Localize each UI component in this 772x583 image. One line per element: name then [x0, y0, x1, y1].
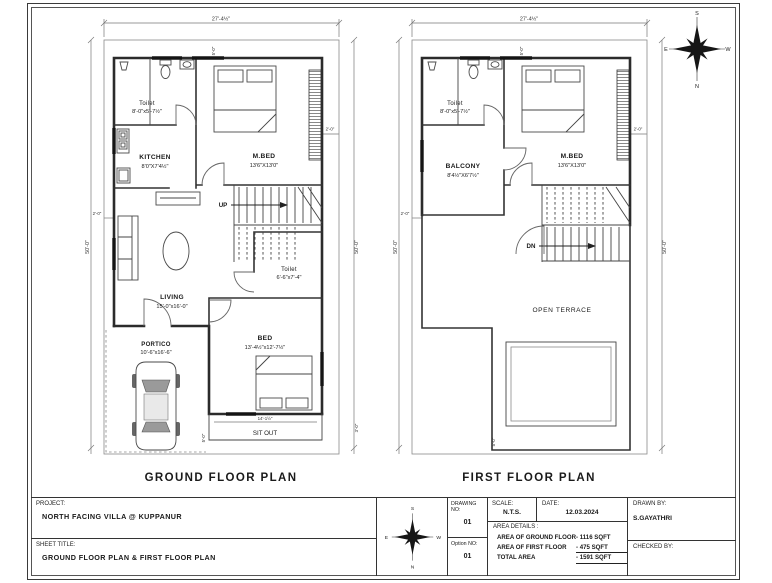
gf-stairs — [219, 185, 322, 262]
compass-e: E — [384, 535, 388, 541]
gf-dim-sitout-depth: 3'-0" — [354, 423, 359, 433]
project-value: NORTH FACING VILLA @ KUPPANUR — [42, 512, 182, 521]
gf-dim-sitout-width: 14'-1½" — [257, 416, 273, 421]
ff-dim-setback-right: 2'-0" — [633, 126, 643, 132]
svg-text:10'-6"x16'-6": 10'-6"x16'-6" — [140, 350, 172, 356]
scale-label: SCALE: — [492, 501, 514, 507]
gf-label-portico: PORTICO — [141, 342, 171, 348]
compass-e: E — [664, 47, 668, 53]
ff-terrace-parapet-inner — [511, 347, 611, 421]
gf-dim-entry: 5'-0" — [211, 46, 216, 56]
title-block-scale-area-cell — [488, 498, 628, 576]
ff-dim-entry: 5'-0" — [519, 46, 524, 56]
gf-up-label: UP — [218, 202, 228, 209]
drawn-by-label: DRAWN BY: — [633, 501, 667, 507]
drawing-no-label: DRAWING NO: — [451, 501, 477, 513]
title-block-compass — [380, 500, 445, 574]
gf-label-toilet2: Toilet — [281, 267, 297, 273]
north-compass — [663, 8, 731, 90]
date-label: DATE: — [542, 501, 560, 507]
svg-text:8'4½"X6'7½": 8'4½"X6'7½" — [447, 173, 479, 179]
ff-room-labels — [440, 101, 591, 314]
gf-dim-setback-right: 2'-0" — [325, 126, 335, 132]
ff-dn-label: DN — [526, 243, 536, 250]
title-block — [31, 497, 736, 576]
sheet-title-label: SHEET TITLE: — [36, 542, 76, 548]
ff-label-toilet: Toilet — [447, 101, 463, 107]
gf-room-labels — [132, 101, 301, 356]
ff-label-mbed: M.BED — [560, 153, 584, 160]
ff-terrace-parapet — [506, 342, 616, 426]
gf-dim-left: 50'-0" — [85, 240, 91, 254]
svg-text:8'-0"x5'-7½": 8'-0"x5'-7½" — [132, 109, 162, 115]
gf-bed-icon-bed — [256, 356, 312, 410]
ground-floor-plan — [84, 10, 364, 488]
gf-dim-portico-side: 5'-0" — [201, 433, 206, 443]
area-row-total: TOTAL AREA - 1591 SQFT — [488, 553, 627, 564]
gf-bed-icon-mbed — [214, 66, 276, 132]
gf-dim-width: 27'-4½" — [211, 16, 231, 23]
compass-n: N — [410, 565, 415, 571]
first-floor-title: FIRST FLOOR PLAN — [462, 472, 596, 484]
gf-dim-right: 50'-0" — [354, 240, 360, 254]
gf-doors — [141, 105, 254, 326]
car-icon — [132, 362, 180, 450]
ff-bed-icon-mbed — [522, 66, 584, 132]
svg-text:13'6"X13'0": 13'6"X13'0" — [249, 163, 279, 169]
scale-value: N.T.S. — [503, 509, 521, 516]
gf-label-kitchen: KITCHEN — [139, 154, 171, 161]
ff-dim-setback-left: 2'-0" — [400, 211, 410, 216]
svg-text:6'-6"x7'-4": 6'-6"x7'-4" — [276, 275, 302, 281]
checked-by-label: CHECKED BY: — [633, 544, 674, 550]
title-block-signoff-cell — [628, 498, 736, 576]
compass-n: N — [695, 84, 699, 90]
ff-dim-right: 50'-0" — [662, 240, 668, 254]
area-row-ground: AREA OF GROUND FLOOR - 1116 SQFT — [497, 534, 611, 541]
svg-text:13'-4½"x12'-7½": 13'-4½"x12'-7½" — [244, 345, 286, 351]
gf-label-mbed: M.BED — [252, 153, 276, 160]
gf-label-sitout: SIT OUT — [252, 430, 278, 437]
gf-wardrobe-hatch — [309, 70, 321, 160]
gf-kitchen-fixtures — [117, 129, 130, 183]
ff-wardrobe-hatch — [617, 70, 629, 160]
gf-living-furniture — [118, 192, 200, 280]
gf-toilet-fixtures — [120, 60, 194, 79]
svg-text:15'-0"x16'-0": 15'-0"x16'-0" — [156, 304, 188, 310]
date-value: 12.03.2024 — [565, 509, 599, 516]
gf-label-bed: BED — [257, 335, 273, 342]
title-block-compass-cell — [377, 498, 448, 576]
ff-label-balcony: BALCONY — [445, 163, 481, 170]
drawn-by-value: S.GAYATHRI — [633, 515, 672, 522]
ff-dim-bottom: 5'-0" — [491, 437, 496, 447]
gf-dim-setback-left: 2'-0" — [92, 211, 102, 216]
drawing-no-value: 01 — [463, 519, 472, 526]
ff-stairs — [527, 185, 630, 262]
compass-w: W — [725, 47, 731, 53]
compass-w: W — [436, 535, 442, 541]
title-block-project-cell — [31, 498, 377, 576]
svg-text:8'-0"x5'-7½": 8'-0"x5'-7½" — [440, 109, 470, 115]
title-block-drawing-no-cell — [448, 498, 488, 576]
ff-dim-width: 27'-4½" — [519, 16, 539, 23]
compass-s: S — [695, 11, 699, 17]
ff-toilet-fixtures — [428, 60, 502, 79]
svg-text:13'6"X13'0": 13'6"X13'0" — [557, 163, 587, 169]
first-floor-plan — [392, 10, 672, 488]
ff-label-terrace: OPEN TERRACE — [532, 307, 592, 314]
project-label: PROJECT: — [36, 501, 66, 507]
area-row-first: AREA OF FIRST FLOOR - 475 SQFT — [488, 543, 627, 554]
ground-floor-title: GROUND FLOOR PLAN — [144, 472, 298, 484]
gf-label-living: LIVING — [160, 294, 184, 301]
option-no-label: Option NO: — [451, 541, 478, 547]
compass-s: S — [410, 506, 415, 512]
gf-label-toilet1: Toilet — [139, 101, 155, 107]
area-details-label: AREA DETAILS : — [493, 524, 539, 530]
svg-text:8'0"X7'4½": 8'0"X7'4½" — [141, 164, 169, 170]
option-no-value: 01 — [463, 553, 472, 560]
ff-dim-left: 50'-0" — [393, 240, 399, 254]
sheet-title-value: GROUND FLOOR PLAN & FIRST FLOOR PLAN — [42, 553, 216, 562]
